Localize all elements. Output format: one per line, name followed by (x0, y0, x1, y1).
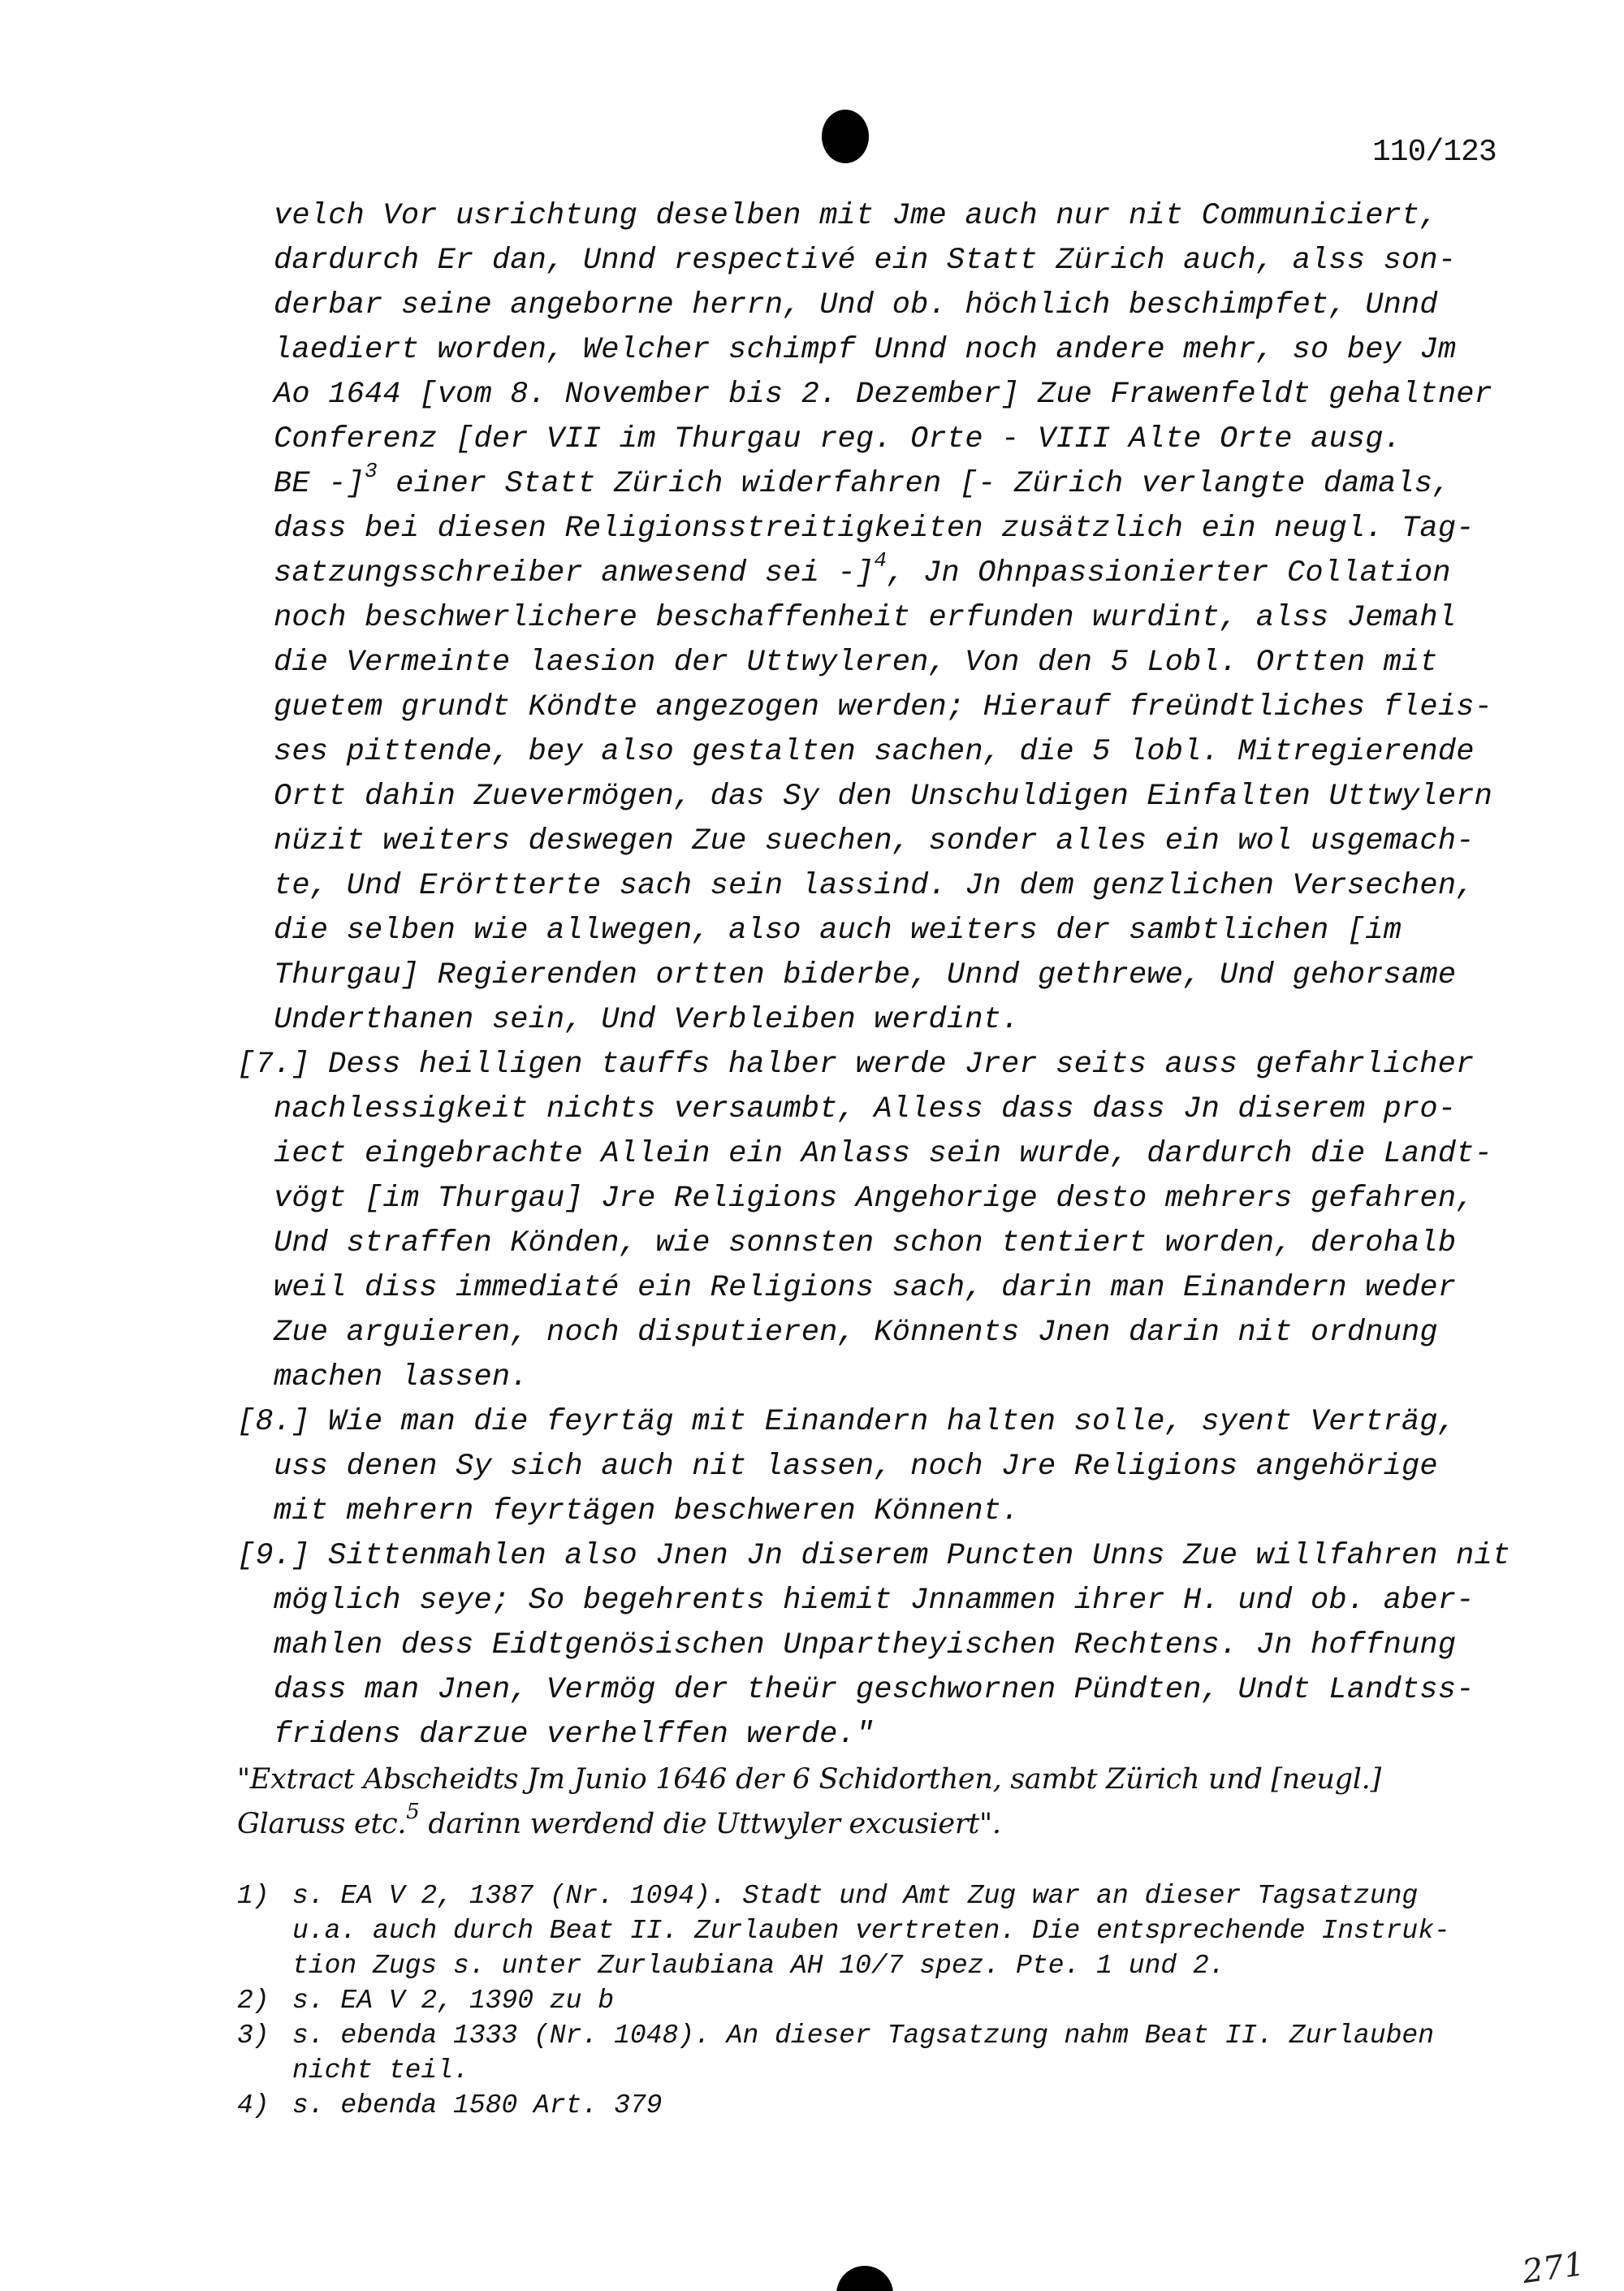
line-text: machen lassen. (274, 1360, 529, 1394)
line-text: derbar seine angeborne herrn, Und ob. höchlich beschimpfet, Unnd (274, 288, 1438, 322)
line-text: Dess heilligen tauffs halber werde Jrer seits auss gefahrlicher (309, 1048, 1475, 1082)
text-line (274, 1177, 1475, 1221)
text-line (274, 328, 1456, 373)
page-number: 110/123 (1372, 135, 1497, 170)
text-line (274, 417, 1402, 462)
line-text: einer Statt Zürich widerfahren [- Zürich verlangte damals, (377, 467, 1451, 501)
text-line (274, 864, 1475, 909)
text-line (237, 1534, 1510, 1579)
text-line (237, 1802, 1001, 1847)
line-text: satzungsschreiber anwesend sei -] (274, 556, 875, 590)
paragraph-number: [7.] (237, 1048, 310, 1082)
footnote-number: 4) (237, 2090, 270, 2120)
line-text: noch beschwerlichere beschaffenheit erfunden wurdint, alss Jemahl (274, 601, 1457, 635)
text-line (237, 1757, 1381, 1802)
line-text: darinn werdend die Uttwyler excusiert". (419, 1808, 1001, 1840)
punch-hole-mark (822, 110, 869, 163)
paragraph-number: [9.] (237, 1539, 310, 1573)
line-text: die selben wie allwegen, also auch weiters der sambtlichen [im (274, 914, 1402, 948)
paragraph-number: [8.] (237, 1405, 310, 1439)
text-line (274, 953, 1456, 998)
text-line (274, 1087, 1456, 1132)
text-line (274, 1579, 1475, 1623)
line-text: möglich seye; So begehrents hiemit Jnnammen ihrer H. und ob. aber- (274, 1584, 1475, 1618)
text-line (274, 641, 1438, 685)
line-text: weil diss immediaté ein Religions sach, darin man Einandern weder (274, 1271, 1457, 1305)
punch-hole-mark-bottom (836, 2266, 893, 2291)
line-text: mit mehrern feyrtägen beschweren Könnent. (274, 1494, 1020, 1528)
line-text: Und straffen Könden, wie sonnsten schon tentiert worden, derohalb (274, 1226, 1457, 1260)
line-text: nüzit weiters deswegen Zue suechen, sonder alles ein wol usgemach- (274, 824, 1475, 858)
text-line (274, 685, 1492, 730)
line-text: dass bei diesen Religionsstreitigkeiten zusätzlich ein neugl. Tag- (274, 512, 1475, 546)
text-line (274, 283, 1438, 328)
text-line (237, 1043, 1474, 1087)
line-text: Conferenz [der VII im Thurgau reg. Orte - VIII Alte Orte ausg. (274, 422, 1402, 456)
text-line (274, 1266, 1456, 1311)
text-line (274, 909, 1402, 953)
line-text: Glaruss etc. (237, 1808, 407, 1840)
line-text: fridens darzue verhelffen werde." (274, 1718, 875, 1752)
text-line (274, 373, 1492, 417)
text-line (274, 775, 1492, 819)
footnote-text: s. ebenda 1333 (Nr. 1048). An dieser Tagsatzung nahm Beat II. Zurlauben (292, 2021, 1435, 2051)
text-line (274, 507, 1475, 551)
footnote-text: s. EA V 2, 1387 (Nr. 1094). Stadt und Amt Zug war an dieser Tagsatzung (292, 1881, 1419, 1911)
line-text: "Extract Abscheidts Jm Junio 1646 der 6 Schidorthen, sambt Zürich und [neugl.] (237, 1763, 1381, 1796)
text-line (274, 1132, 1492, 1177)
footnote-text: tion Zugs s. unter Zurlaubiana AH 10/7 spez. Pte. 1 und 2. (292, 1951, 1225, 1981)
line-text: te, Und Erörtterte sach sein lassind. Jn dem genzlichen Versechen, (274, 869, 1475, 903)
line-text: guetem grundt Köndte angezogen werden; Hierauf freündtliches fleis- (274, 690, 1493, 724)
line-text: Ao 1644 [vom 8. November bis 2. Dezember] Zue Frawenfeldt gehaltner (274, 378, 1493, 412)
footnote-line (237, 1983, 615, 2018)
footnote-text: s. EA V 2, 1390 zu b (292, 1986, 615, 2016)
text-line (274, 1445, 1438, 1489)
text-line (274, 1668, 1475, 1713)
line-text: Wie man die feyrtäg mit Einandern halten solle, syent Verträg, (309, 1405, 1457, 1439)
text-line (274, 596, 1456, 641)
footnote-line (292, 2053, 469, 2088)
text-line (274, 998, 1020, 1043)
footnote-text: nicht teil. (292, 2055, 469, 2086)
line-text: vögt [im Thurgau] Jre Religions Angehorige desto mehrers gefahren, (274, 1182, 1475, 1216)
text-line (274, 1221, 1456, 1266)
text-line (274, 548, 1451, 596)
line-text: dardurch Er dan, Unnd respectivé ein Statt Zürich auch, alss son- (274, 244, 1457, 278)
line-text: BE -] (274, 467, 365, 501)
footnote-reference: 5 (406, 1800, 420, 1824)
line-text: velch Vor usrichtung deselben mit Jme auch nur nit Communiciert, (274, 199, 1438, 233)
footnote-line (237, 1878, 1419, 1913)
text-line (274, 239, 1456, 283)
line-text: laediert worden, Welcher schimpf Unnd noch andere mehr, so bey Jm (274, 333, 1457, 367)
footnote-number: 1) (237, 1881, 270, 1911)
text-line (274, 1489, 1020, 1534)
footnote-reference: 3 (365, 459, 378, 483)
line-text: , Jn Ohnpassionierter Collation (887, 556, 1451, 590)
line-text: Sittenmahlen also Jnen Jn diserem Puncten Unns Zue willfahren nit (309, 1539, 1511, 1573)
footnote-line (292, 1948, 1225, 1983)
text-line (274, 730, 1475, 775)
line-text: Ortt dahin Zuevermögen, das Sy den Unschuldigen Einfalten Uttwylern (274, 780, 1493, 814)
text-line (274, 1713, 874, 1757)
footnote-reference: 4 (874, 548, 888, 573)
line-text: Underthanen sein, Und Verbleiben werdint. (274, 1003, 1020, 1037)
footnote-number: 3) (237, 2021, 270, 2051)
line-text: iect eingebrachte Allein ein Anlass sein wurde, dardurch die Landt- (274, 1137, 1493, 1171)
text-line (274, 459, 1451, 507)
footnote-line (237, 2018, 1435, 2053)
line-text: ses pittende, bey also gestalten sachen, die 5 lobl. Mitregierende (274, 735, 1475, 769)
text-line (274, 1355, 529, 1400)
line-text: uss denen Sy sich auch nit lassen, noch Jre Religions angehörige (274, 1450, 1438, 1484)
text-line (274, 194, 1438, 239)
line-text: mahlen dess Eidtgenösischen Unpartheyischen Rechtens. Jn hoffnung (274, 1628, 1457, 1662)
line-text: dass man Jnen, Vermög der theür geschwornen Pündten, Undt Landtss- (274, 1673, 1475, 1707)
footnote-line (292, 1913, 1450, 1948)
footnote-line (237, 2088, 663, 2123)
line-text: die Vermeinte laesion der Uttwyleren, Von den 5 Lobl. Ortten mit (274, 646, 1438, 680)
text-line (237, 1400, 1456, 1445)
handwritten-page-number: 271 (1520, 2245, 1587, 2291)
line-text: nachlessigkeit nichts versaumbt, Alless dass dass Jn diserem pro- (274, 1092, 1457, 1126)
footnote-text: u.a. auch durch Beat II. Zurlauben vertreten. Die entsprechende Instruk- (292, 1916, 1450, 1946)
footnote-number: 2) (237, 1986, 270, 2016)
text-line (274, 819, 1475, 864)
line-text: Thurgau] Regierenden ortten biderbe, Unnd gethrewe, Und gehorsame (274, 958, 1457, 992)
line-text: Zue arguieren, noch disputieren, Könnents Jnen darin nit ordnung (274, 1316, 1438, 1350)
text-line (274, 1311, 1438, 1355)
text-line (274, 1623, 1456, 1668)
footnote-text: s. ebenda 1580 Art. 379 (292, 2090, 663, 2120)
